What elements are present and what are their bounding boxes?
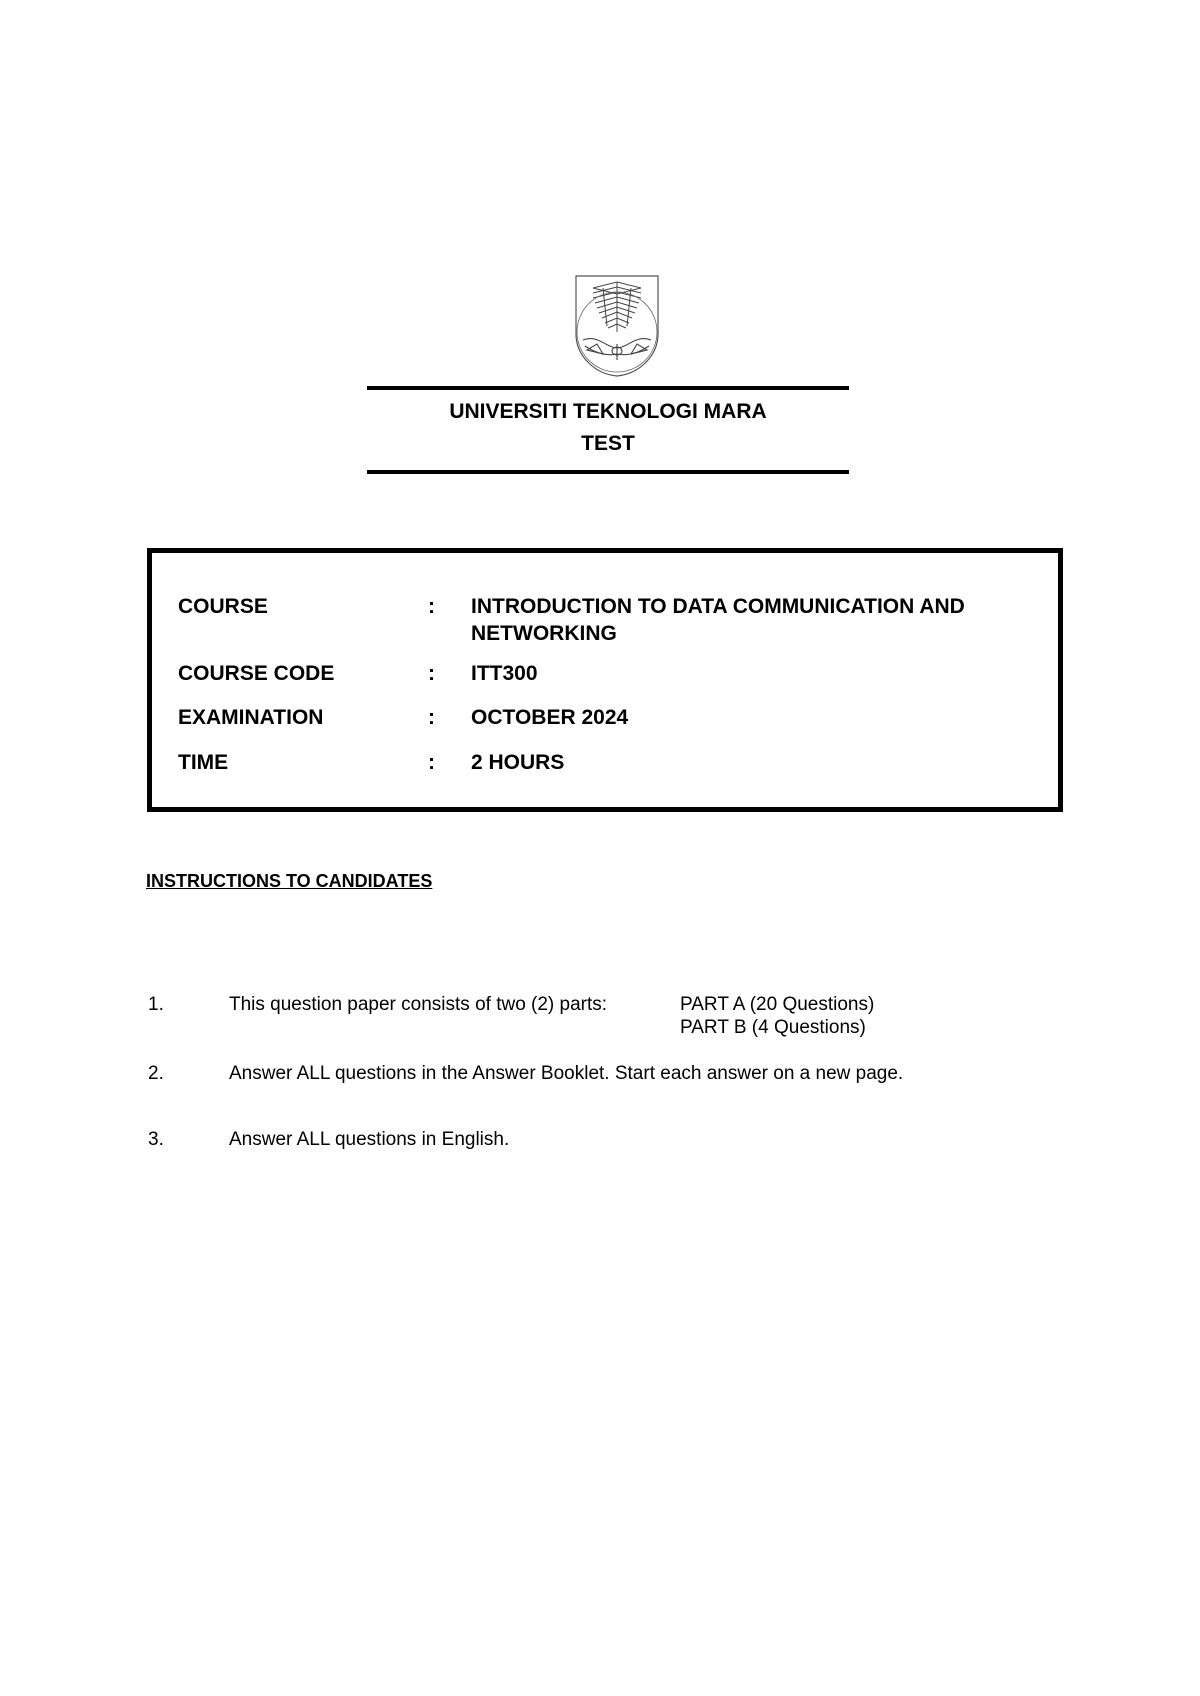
course-label: COURSE [178,595,268,618]
course-code-value: ITT300 [471,662,538,685]
title-top-rule [367,386,849,390]
course-info-box [147,548,1063,812]
paper-type-title: TEST [581,432,635,455]
instruction-number: 3. [148,1129,164,1150]
instruction-text: This question paper consists of two (2) parts: [229,994,608,1015]
instruction-parts-list [680,993,874,1039]
instruction-part-a: PART A (20 Questions) [680,994,875,1015]
instruction-text: Answer ALL questions in the Answer Booklet. Start each answer on a new page. [229,1063,904,1084]
course-value [471,593,1048,647]
instructions-heading: INSTRUCTIONS TO CANDIDATES [146,871,433,891]
examination-value: OCTOBER 2024 [471,706,629,729]
instruction-number: 1. [148,994,164,1015]
instruction-part-b: PART B (4 Questions) [680,1017,866,1038]
course-value-line-1: INTRODUCTION TO DATA COMMUNICATION AND [471,595,965,618]
examination-label: EXAMINATION [178,706,324,729]
title-bottom-rule [367,470,849,474]
time-separator: : [428,751,435,774]
course-separator: : [428,595,435,618]
instruction-text: Answer ALL questions in English. [229,1129,510,1150]
time-value: 2 HOURS [471,751,565,774]
course-code-label: COURSE CODE [178,662,335,685]
examination-separator: : [428,706,435,729]
course-code-separator: : [428,662,435,685]
university-crest-icon [573,274,661,378]
instruction-number: 2. [148,1063,164,1084]
course-value-line-2: NETWORKING [471,622,617,645]
university-name: UNIVERSITI TEKNOLOGI MARA [449,400,767,423]
time-label: TIME [178,751,229,774]
